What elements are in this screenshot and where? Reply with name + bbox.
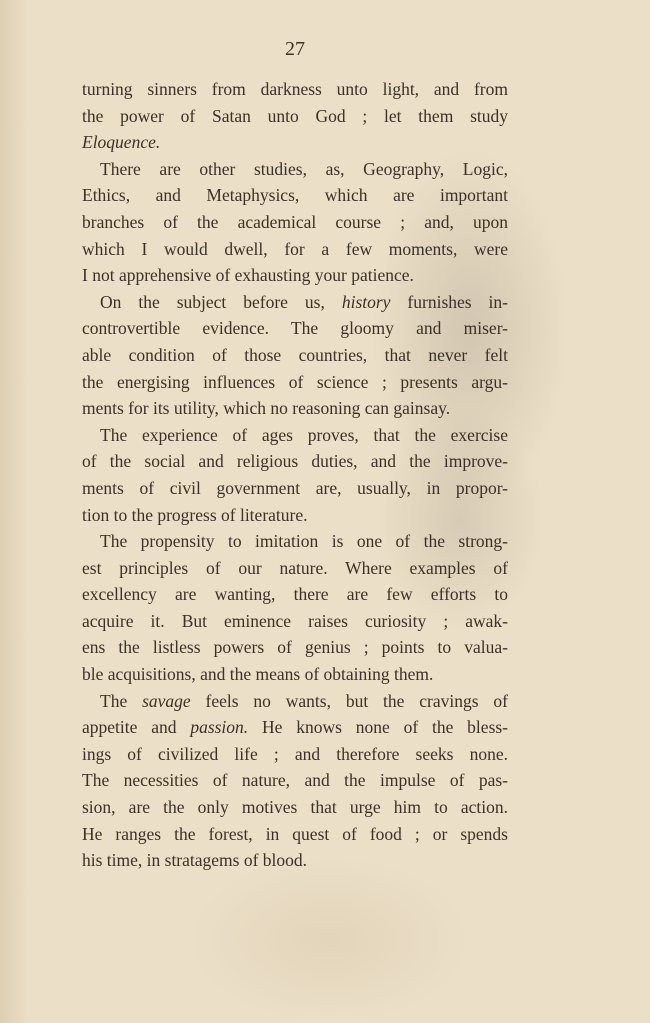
text-line <box>82 688 508 715</box>
text-run: est principles of our nature. Where examples of <box>82 557 508 578</box>
italic-text: history <box>341 291 391 312</box>
body-text <box>82 76 508 874</box>
text-line <box>82 236 508 263</box>
text-run: which I would dwell, for a few moments, were <box>82 238 508 259</box>
text-line <box>82 156 508 183</box>
text-line <box>82 182 508 209</box>
text-line <box>82 741 508 768</box>
text-run: ings of civilized life ; and therefore seeks none. <box>82 743 508 764</box>
text-line <box>82 422 508 449</box>
text-run: ments of civil government are, usually, in propor- <box>82 477 508 498</box>
text-run: ens the listless powers of genius ; points to valua- <box>82 637 508 658</box>
text-run: tion to the progress of literature. <box>82 504 308 525</box>
text-run: furnishes in- <box>390 291 508 312</box>
paragraph <box>82 528 508 688</box>
text-run: turning sinners from darkness unto light, and from <box>82 79 508 99</box>
text-run: of the social and religious duties, and the improve- <box>82 451 508 472</box>
text-run: He knows none of the bless- <box>248 717 509 738</box>
text-run: There are other studies, as, Geography, Logic, <box>100 158 508 179</box>
text-line <box>82 847 508 874</box>
text-line <box>82 289 508 316</box>
text-line <box>82 448 508 475</box>
text-run: He ranges the forest, in quest of food ; or spends <box>82 823 508 844</box>
text-line <box>82 794 508 821</box>
paragraph <box>82 289 508 422</box>
text-run: branches of the academical course ; and, upon <box>82 211 508 232</box>
text-line <box>82 209 508 236</box>
text-run: The propensity to imitation is one of the strong- <box>100 531 508 552</box>
italic-text: Eloquence. <box>82 132 161 153</box>
text-line <box>82 129 508 156</box>
text-line <box>82 634 508 661</box>
paragraph <box>82 422 508 528</box>
text-run: I not apprehensive of exhausting your patience. <box>82 265 414 286</box>
text-line <box>82 661 508 688</box>
text-line <box>82 315 508 342</box>
text-run: the energising influences of science ; presents argu- <box>82 371 508 392</box>
italic-text: savage <box>142 690 191 711</box>
text-run: Ethics, and Metaphysics, which are important <box>82 185 508 206</box>
text-run: The necessities of nature, and the impulse of pas- <box>82 770 508 791</box>
text-run: excellency are wanting, there are few efforts to <box>82 584 508 605</box>
text-line <box>82 714 508 741</box>
paragraph <box>82 688 508 874</box>
text-line <box>82 262 508 289</box>
text-line <box>82 581 508 608</box>
text-run: sion, are the only motives that urge him to action. <box>82 797 508 818</box>
text-run: The <box>100 690 143 711</box>
text-line <box>82 369 508 396</box>
text-line <box>82 821 508 848</box>
paragraph <box>82 76 508 156</box>
text-run: appetite and <box>82 717 191 738</box>
text-line <box>82 395 508 422</box>
text-run: feels no wants, but the cravings of <box>190 690 508 711</box>
text-line <box>82 342 508 369</box>
text-run: On the subject before us, <box>100 291 342 312</box>
text-line <box>82 608 508 635</box>
text-line <box>82 555 508 582</box>
text-run: his time, in stratagems of blood. <box>82 850 308 871</box>
text-line <box>82 502 508 529</box>
paragraph <box>82 156 508 289</box>
text-run: the power of Satan unto God ; let them study <box>82 105 508 126</box>
text-run: acquire it. But eminence raises curiosity ; awak- <box>82 610 508 631</box>
text-line <box>82 76 508 103</box>
text-run: ments for its utility, which no reasoning can gainsay. <box>82 398 451 419</box>
text-line <box>82 528 508 555</box>
text-line <box>82 475 508 502</box>
text-line <box>82 103 508 130</box>
italic-text: passion. <box>190 717 249 738</box>
page-number: 27 <box>285 38 305 60</box>
text-run: ble acquisitions, and the means of obtaining them. <box>82 664 434 685</box>
text-run: controvertible evidence. The gloomy and miser- <box>82 318 508 339</box>
text-line <box>82 767 508 794</box>
text-run: The experience of ages proves, that the exercise <box>100 424 508 445</box>
text-run: able condition of those countries, that never felt <box>82 344 508 365</box>
